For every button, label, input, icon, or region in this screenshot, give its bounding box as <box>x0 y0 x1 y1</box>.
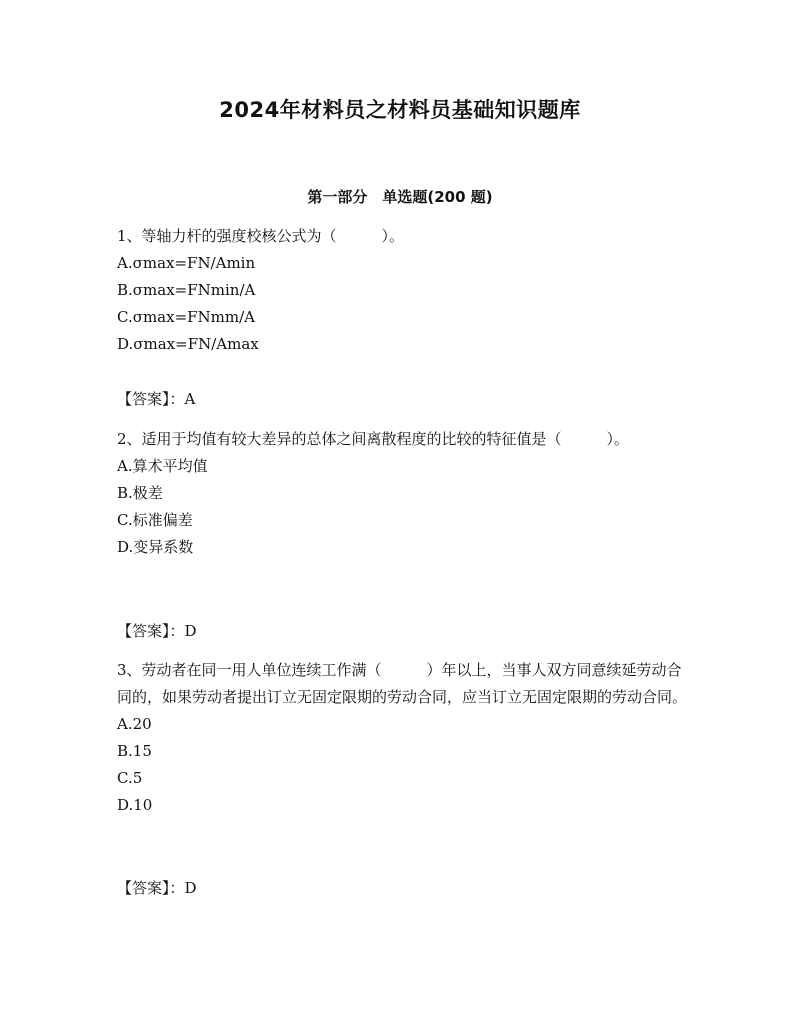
document-title: 2024年材料员之材料员基础知识题库 <box>219 98 581 122</box>
option-a: A.算术平均值 <box>117 457 208 475</box>
answer-value: D <box>184 879 197 897</box>
question-text: 3、劳动者在同一用人单位连续工作满（ ）年以上，当事人双方同意续延劳动合同的，如果劳动者提出订立无固定限期的劳动合同，应当订立无固定限期的劳动合同。 <box>117 661 688 706</box>
answer-value: D <box>184 622 197 640</box>
option-c: C.σmax=FNmm/A <box>117 308 256 326</box>
answer-1 <box>117 386 195 413</box>
option-c: C.标准偏差 <box>117 511 193 529</box>
option-d: D.σmax=FN/Amax <box>117 335 259 353</box>
question-1 <box>117 223 687 358</box>
answer-3 <box>117 875 197 902</box>
question-text: 1、等轴力杆的强度校核公式为（ ）。 <box>117 227 405 245</box>
answer-label: 【答案】： <box>117 879 185 897</box>
option-b: B.极差 <box>117 484 163 502</box>
option-b: B.15 <box>117 742 152 760</box>
question-3 <box>117 657 687 819</box>
option-c: C.5 <box>117 769 143 787</box>
answer-value: A <box>184 390 196 408</box>
question-text: 2、适用于均值有较大差异的总体之间离散程度的比较的特征值是（ ）。 <box>117 430 630 448</box>
answer-label: 【答案】： <box>117 390 185 408</box>
answer-label: 【答案】： <box>117 622 185 640</box>
section-heading: 第一部分 单选题(200 题) <box>307 188 493 206</box>
option-a: A.σmax=FN/Amin <box>117 254 256 272</box>
option-d: D.变异系数 <box>117 538 194 556</box>
question-2 <box>117 426 687 561</box>
option-a: A.20 <box>117 715 152 733</box>
option-b: B.σmax=FNmin/A <box>117 281 256 299</box>
answer-2 <box>117 618 197 645</box>
option-d: D.10 <box>117 796 153 814</box>
